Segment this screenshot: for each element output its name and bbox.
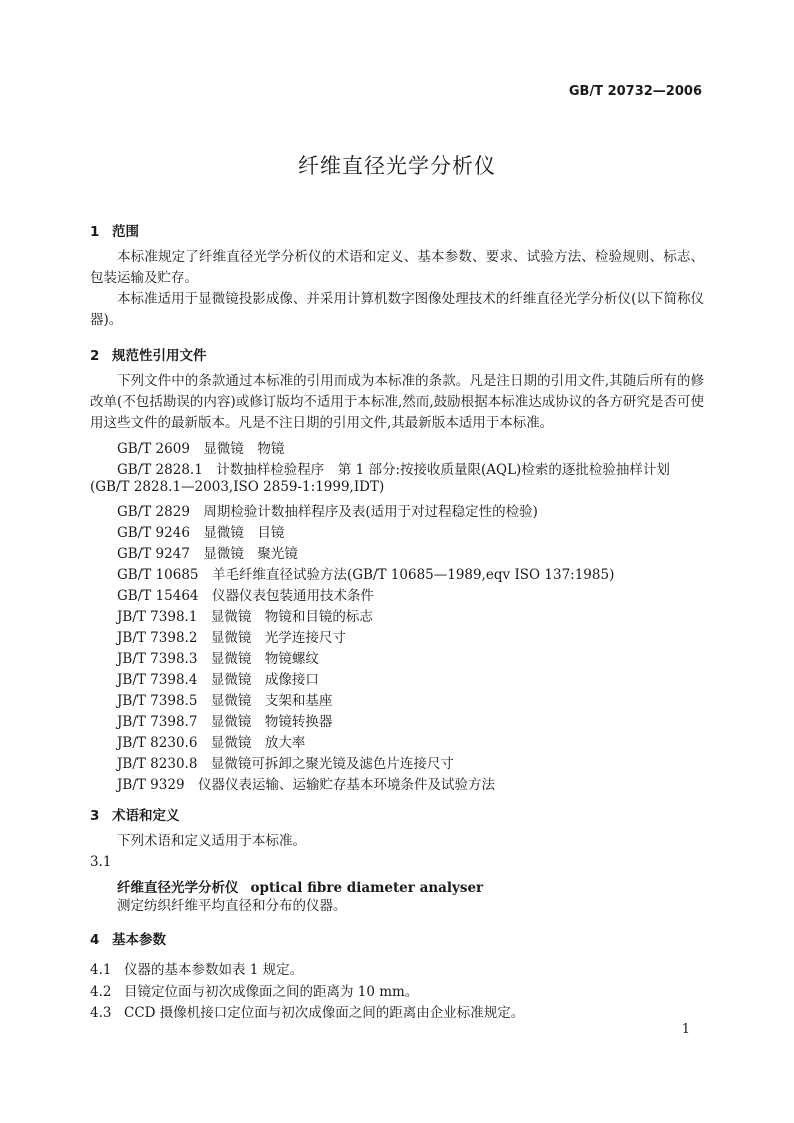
term-definition: 测定纺织纤维平均直径和分布的仪器。: [117, 898, 347, 914]
reference-item: JB/T 8230.6 显微镜 放大率: [117, 735, 306, 751]
reference-item: JB/T 8230.8 显微镜可拆卸之聚光镜及滤色片连接尺寸: [117, 756, 454, 772]
clause-number: 4.3: [90, 1005, 112, 1021]
reference-item: GB/T 2828.1 计数抽样检验程序 第 1 部分:按接收质量限(AQL)检索的逐批检验抽样计划: [117, 462, 670, 478]
section-number: 3: [90, 808, 100, 824]
reference-item: JB/T 9329 仪器仪表运输、运输贮存基本环境条件及试验方法: [117, 777, 496, 793]
reference-item: GB/T 9246 显微镜 目镜: [117, 525, 285, 541]
section-number: 2: [90, 348, 100, 364]
section-title: 范围: [112, 224, 139, 240]
clause-text: CCD 摄像机接口定位面与初次成像面之间的距离由企业标准规定。: [124, 1005, 525, 1021]
section-heading: [90, 928, 166, 948]
section-number: 4: [90, 932, 100, 948]
reference-item: GB/T 2829 周期检验计数抽样程序及表(适用于对过程稳定性的检验): [117, 504, 538, 520]
reference-item: JB/T 7398.4 显微镜 成像接口: [117, 672, 319, 688]
clause-number: 4.2: [90, 984, 112, 1000]
page-number: 1: [681, 1022, 690, 1037]
section-heading: [90, 220, 139, 240]
reference-item: JB/T 7398.1 显微镜 物镜和目镜的标志: [117, 609, 373, 625]
clause-item: [90, 980, 418, 1000]
section-title: 基本参数: [112, 932, 166, 948]
section-title: 规范性引用文件: [112, 348, 207, 364]
reference-item: GB/T 2609 显微镜 物镜: [117, 441, 285, 457]
term-english: optical fibre diameter analyser: [250, 880, 484, 896]
section-title: 术语和定义: [112, 808, 180, 824]
reference-item: JB/T 7398.2 显微镜 光学连接尺寸: [117, 630, 346, 646]
reference-item: JB/T 7398.5 显微镜 支架和基座: [117, 693, 333, 709]
clause-item: [90, 958, 303, 978]
clause-text: 仪器的基本参数如表 1 规定。: [124, 962, 304, 978]
document-title: 纤维直径光学分析仪: [298, 154, 496, 178]
reference-item: GB/T 10685 羊毛纤维直径试验方法(GB/T 10685—1989,eqv ISO 137:1985): [117, 567, 615, 583]
section-heading: [90, 804, 180, 824]
reference-item: JB/T 7398.3 显微镜 物镜螺纹: [117, 651, 319, 667]
reference-item: JB/T 7398.7 显微镜 物镜转换器: [117, 714, 333, 730]
section-heading: [90, 344, 207, 364]
term-number: 3.1: [90, 854, 112, 870]
clause-text: 目镜定位面与初次成像面之间的距离为 10 mm。: [124, 984, 419, 1000]
paragraph: 下列术语和定义适用于本标准。: [117, 833, 306, 849]
reference-item: GB/T 15464 仪器仪表包装通用技术条件: [117, 588, 374, 604]
term-entry: [117, 876, 483, 896]
clause-item: [90, 1001, 524, 1021]
clause-number: 4.1: [90, 962, 112, 978]
reference-item: GB/T 9247 显微镜 聚光镜: [117, 546, 298, 562]
reference-item: (GB/T 2828.1—2003,ISO 2859-1:1999,IDT): [90, 479, 385, 495]
paragraph: 下列文件中的条款通过本标准的引用而成为本标准的条款。凡是注日期的引用文件,其随后所有的修改单(不包括勘误的内容)或修订版均不适用于本标准,然而,鼓励根据本标准达成协议的各方研究是否可使用这些文件的最新版本。凡是不注日期的引用文件,其最新版本适用于本标准。: [90, 373, 704, 431]
paragraph: 本标准规定了纤维直径光学分析仪的术语和定义、基本参数、要求、试验方法、检验规则、标志、包装运输及贮存。: [90, 249, 704, 286]
term-chinese: 纤维直径光学分析仪: [117, 880, 239, 896]
section-number: 1: [90, 224, 100, 240]
standard-number: GB/T 20732—2006: [568, 84, 702, 99]
paragraph: 本标准适用于显微镜投影成像、并采用计算机数字图像处理技术的纤维直径光学分析仪(以下简称仪器)。: [90, 291, 704, 328]
